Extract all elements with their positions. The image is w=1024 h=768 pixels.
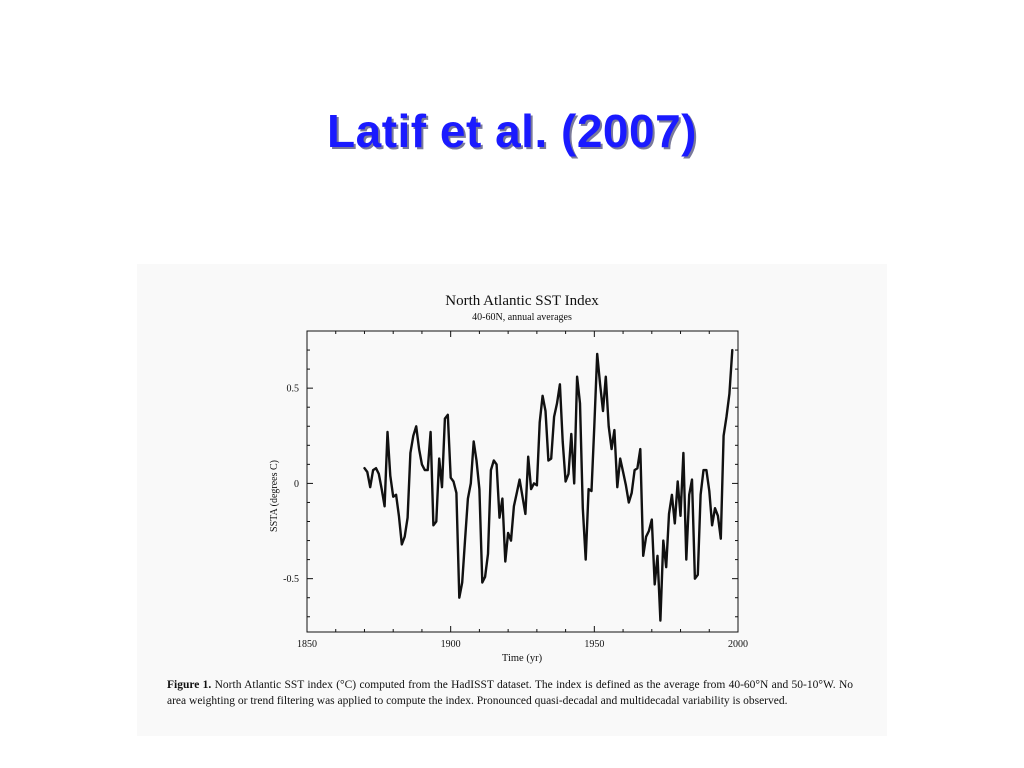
x-tick-label: 1900 (440, 639, 461, 650)
sst-index-chart (137, 264, 887, 674)
y-axis (283, 350, 738, 617)
x-tick-label: 2000 (728, 639, 748, 650)
x-tick-label: 1850 (297, 639, 317, 650)
figure-panel (137, 264, 887, 736)
caption-text: North Atlantic SST index (°C) computed from the HadISST dataset. The index is defined as the average from 40-60°N and 50-10°W. No area weighting or trend filtering was applied to compute the index. Pronounced quasi-decadal and multidecadal variability is observed. (167, 679, 854, 707)
x-tick-label: 1950 (584, 639, 605, 650)
y-tick-label: 0 (294, 478, 299, 490)
figure-caption (167, 678, 853, 709)
chart-title: North Atlantic SST Index (445, 293, 599, 309)
caption-label: Figure 1. (167, 679, 212, 691)
chart-subtitle: 40-60N, annual averages (472, 312, 572, 323)
sst-index-line (365, 350, 733, 620)
slide-title: Latif et al. (2007) (327, 105, 697, 157)
y-tick-label: -0.5 (283, 574, 299, 586)
x-axis-label: Time (yr) (501, 653, 543, 664)
y-axis-label: SSTA (degrees C) (269, 460, 280, 532)
y-tick-label: 0.5 (286, 383, 299, 395)
